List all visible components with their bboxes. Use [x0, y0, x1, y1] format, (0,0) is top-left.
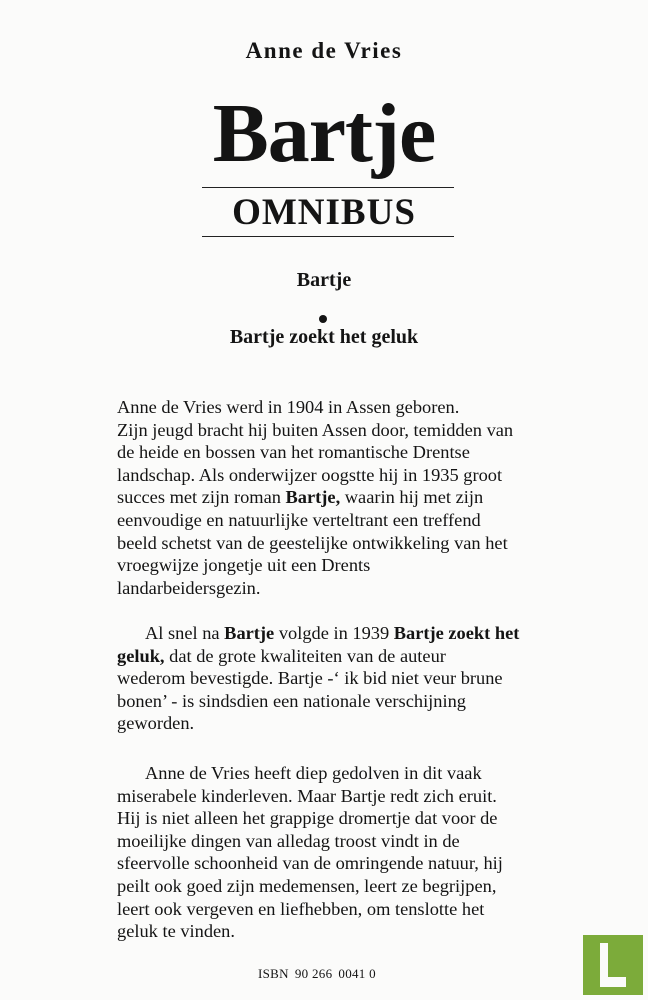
text-line: Hij is niet alleen het grappige dromertje dat voor de — [117, 808, 498, 829]
blurb-paragraph-3 — [117, 762, 587, 943]
isbn-number — [258, 966, 382, 982]
series-label: OMNIBUS — [232, 192, 416, 233]
contents-item-2: Bartje zoekt het geluk — [229, 326, 419, 348]
book-title: Bartje — [212, 87, 436, 180]
contents-item-1: Bartje — [296, 269, 352, 291]
title-mention: Bartje — [224, 623, 275, 643]
text-line: Anne de Vries heeft diep gedolven in dit vaak — [145, 763, 482, 783]
text-run: waarin hij met zijn — [340, 487, 484, 508]
bullet-separator — [319, 315, 327, 323]
text-line: geworden. — [117, 713, 195, 734]
text-run: Al snel na — [145, 623, 225, 643]
text-line: bonen’ - is sindsdien een nationale verschijning — [117, 690, 466, 711]
text-line — [117, 645, 587, 668]
blurb-paragraph-1 — [117, 396, 587, 599]
text-line — [117, 622, 587, 645]
text-line: landarbeidersgezin. — [117, 577, 261, 598]
text-line: vroegwijze jongetje uit een Drents — [117, 555, 371, 576]
text-line — [117, 486, 587, 509]
text-run: volgde in 1939 — [274, 623, 394, 643]
text-line: leert ook vergeven en liefhebben, om tenslotte het — [117, 898, 485, 919]
text-line: eenvoudige en natuurlijke verteltrant een treffend — [117, 509, 481, 530]
text-line: sfeervolle schoonheid van de omringende natuur, hij — [117, 853, 503, 874]
rule-bottom — [202, 236, 454, 237]
text-run: succes met zijn roman — [117, 487, 286, 508]
isbn-digits: 0041 0 — [338, 966, 376, 981]
rule-top — [202, 187, 454, 188]
watermark-logo-icon — [583, 935, 643, 995]
text-line: de heide en bossen van het romantische Drentse — [117, 442, 470, 463]
text-line: peilt ook goed zijn medemensen, leert ze begrijpen, — [117, 875, 497, 896]
text-line: Anne de Vries werd in 1904 in Assen geboren. — [117, 397, 460, 417]
text-line: wederom bevestigde. Bartje -‘ ik bid niet veur brune — [117, 668, 503, 689]
isbn-group: 90 266 — [294, 966, 333, 981]
author-name: Anne de Vries — [245, 38, 403, 63]
text-line: moeilijke dingen van alledag troost vindt in de — [117, 830, 460, 851]
text-line: geluk te vinden. — [117, 921, 235, 942]
isbn-label: ISBN — [258, 966, 289, 981]
text-line: Zijn jeugd bracht hij buiten Assen door, temidden van — [117, 419, 514, 440]
title-mention: geluk, — [117, 645, 165, 666]
text-line: beeld schetst van de geestelijke ontwikkeling van het — [117, 532, 508, 553]
text-line: miserabele kinderleven. Maar Bartje redt zich eruit. — [117, 785, 497, 806]
title-mention: Bartje zoekt het — [393, 623, 520, 643]
text-run: dat de grote kwaliteiten van de auteur — [164, 645, 446, 666]
text-line: landschap. Als onderwijzer oogstte hij in 1935 groot — [117, 464, 503, 485]
blurb-paragraph-2 — [117, 622, 587, 735]
title-mention: Bartje, — [285, 487, 341, 508]
